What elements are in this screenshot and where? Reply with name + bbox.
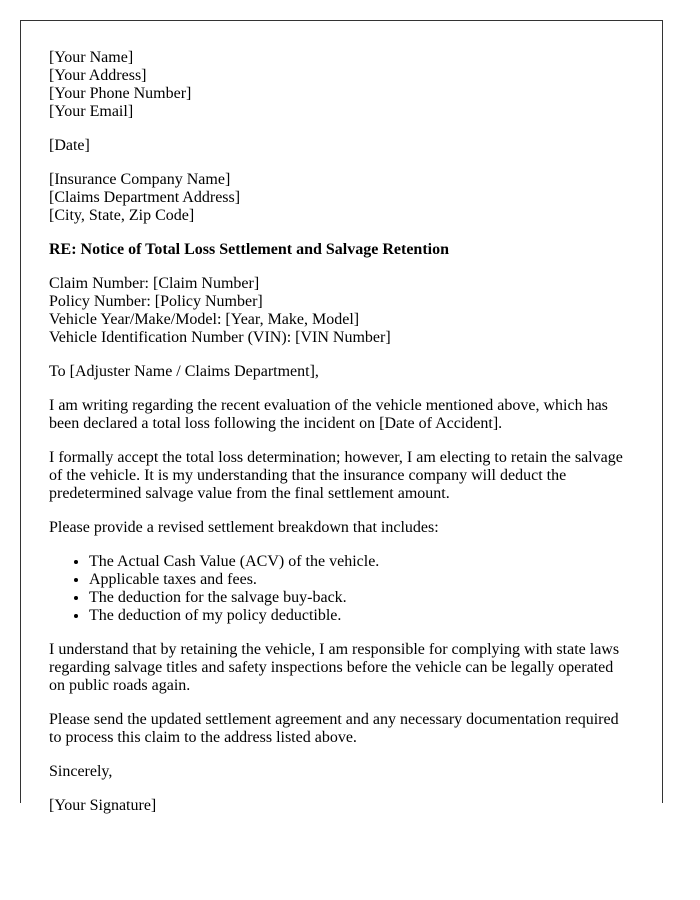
subject-line: RE: Notice of Total Loss Settlement and Salvage Retention (49, 241, 449, 258)
salutation: To [Adjuster Name / Claims Department], (49, 363, 319, 380)
vehicle-year-make-model: Vehicle Year/Make/Model: [Year, Make, Model] (49, 311, 360, 328)
claim-details-block (49, 275, 632, 347)
body-paragraph-2: I formally accept the total loss determination; however, I am electing to retain the salvage of the vehicle. It is my understanding that the insurance company will deduct the predetermined salvage value from the final settlement amount. (49, 449, 623, 502)
list-item: • The Actual Cash Value (ACV) of the vehicle. (89, 553, 632, 571)
date-block (49, 137, 632, 155)
list-item: • The deduction of my policy deductible. (89, 607, 632, 625)
sender-phone: [Your Phone Number] (49, 85, 192, 102)
sender-email: [Your Email] (49, 103, 134, 120)
letter-document (20, 20, 663, 814)
recipient-address: [Claims Department Address] (49, 189, 241, 206)
list-item: • Applicable taxes and fees. (89, 571, 632, 589)
claim-number: Claim Number: [Claim Number] (49, 275, 260, 292)
closing: Sincerely, (49, 763, 113, 780)
body-paragraph-3: Please provide a revised settlement breakdown that includes: (49, 519, 439, 536)
sender-block (49, 49, 632, 121)
recipient-city-state-zip: [City, State, Zip Code] (49, 207, 195, 224)
sender-address: [Your Address] (49, 67, 147, 84)
body-paragraph-4: I understand that by retaining the vehicle, I am responsible for complying with state laws regarding salvage titles and safety inspections before the vehicle can be legally operated on public roads again. (49, 641, 620, 694)
body-paragraph-5: Please send the updated settlement agreement and any necessary documentation required to process this claim to the address listed above. (49, 711, 619, 746)
policy-number: Policy Number: [Policy Number] (49, 293, 263, 310)
settlement-breakdown-list (49, 553, 632, 625)
sender-name: [Your Name] (49, 49, 134, 66)
letter-date: [Date] (49, 137, 90, 154)
list-item: • The deduction for the salvage buy-back. (89, 589, 632, 607)
recipient-company: [Insurance Company Name] (49, 171, 231, 188)
vehicle-vin: Vehicle Identification Number (VIN): [VIN Number] (49, 329, 391, 346)
body-paragraph-1: I am writing regarding the recent evaluation of the vehicle mentioned above, which has been declared a total loss following the incident on [Date of Accident]. (49, 397, 608, 432)
recipient-block (49, 171, 632, 225)
signature: [Your Signature] (49, 797, 157, 814)
